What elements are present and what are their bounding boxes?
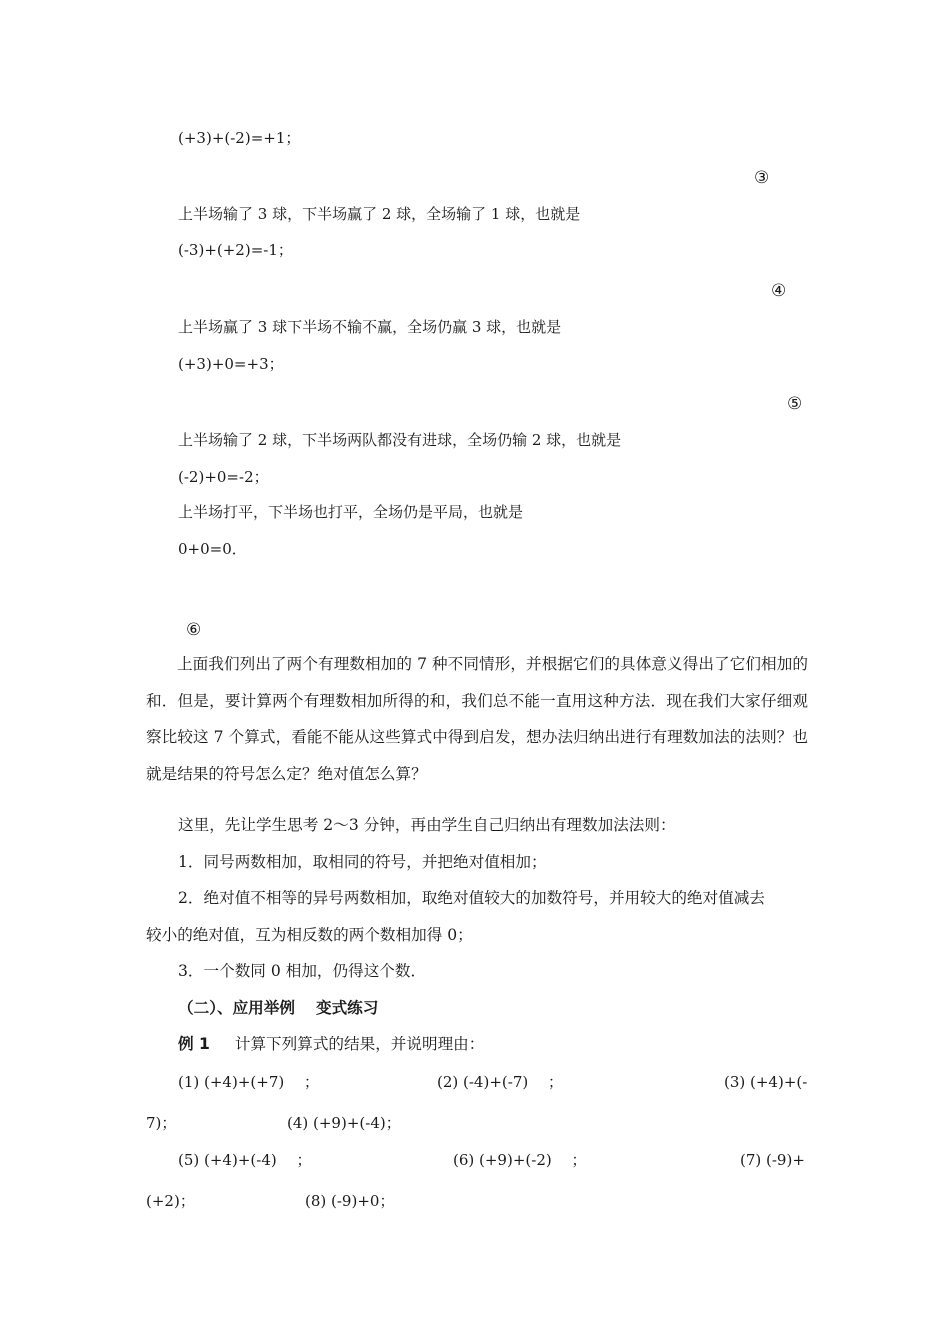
rule-1: 1．同号两数相加，取相同的符号，并把绝对值相加； [178,853,547,871]
section-heading: （二）、应用举例 变式练习 [178,999,379,1017]
intro-line: 这里，先让学生思考 2～3 分钟，再由学生自己归纳出有理数加法法则： [178,816,676,834]
exercise-2: (2) (-4)+(-7) ； [437,1073,563,1091]
exercise-8: (8) (-9)+0； [305,1192,395,1210]
equation-line: 0+0=0． [178,540,247,558]
exercise-3-part-2: 7)； [146,1114,177,1132]
equation-line: (-3)+(+2)=-1； [178,241,293,259]
exercise-4: (4) (+9)+(-4)； [287,1114,401,1132]
exercise-7-part-2: (+2)； [146,1192,195,1210]
text-line: 上半场输了 3 球，下半场赢了 2 球，全场输了 1 球，也就是 [178,205,581,223]
rule-2-line-1: 2．绝对值不相等的异号两数相加，取绝对值较大的加数符号，并用较大的绝对值减去 [178,889,765,907]
example-text: 计算下列算式的结果，并说明理由： [234,1035,485,1053]
circled-marker-5: ⑤ [787,394,803,414]
example-line [178,1034,484,1054]
equation-line: (+3)+0=+3； [178,355,284,373]
text-line: 上半场赢了 3 球下半场不输不赢，全场仍赢 3 球，也就是 [178,318,562,336]
exercise-1: (1) (+4)+(+7) ； [178,1073,319,1091]
exercise-5: (5) (+4)+(-4) ； [178,1151,312,1169]
exercise-7-part-1: (7) (-9)+ [740,1151,805,1169]
rule-3: 3．一个数同 0 相加，仍得这个数． [178,962,427,980]
rule-2-line-2: 较小的绝对值，互为相反数的两个数相加得 0； [146,926,473,944]
circled-marker-4: ④ [771,281,787,301]
example-label: 例 1 [178,1035,210,1053]
exercise-6: (6) (+9)+(-2) ； [453,1151,587,1169]
circled-marker-6: ⑥ [186,620,202,640]
equation-line: (-2)+0=-2； [178,468,269,486]
exercise-3-part-1: (3) (+4)+(- [724,1073,808,1091]
circled-marker-3: ③ [754,168,770,188]
text-line: 上半场打平，下半场也打平，全场仍是平局，也就是 [178,503,524,521]
equation-line: (+3)+(-2)=+1； [178,129,301,147]
text-line: 上半场输了 2 球，下半场两队都没有进球，全场仍输 2 球，也就是 [178,431,622,449]
body-paragraph: 上面我们列出了两个有理数相加的 7 种不同情形，并根据它们的具体意义得出了它们相加的和．但是，要计算两个有理数相加所得的和，我们总不能一直用这种方法．现在我们大家仔细观察比较这 7 个算式，看能不能从这些算式中得到启发，想办法归纳出进行有理数加法的法则？也就是结果的符号怎么定？绝对值怎么算？ [146,655,808,783]
